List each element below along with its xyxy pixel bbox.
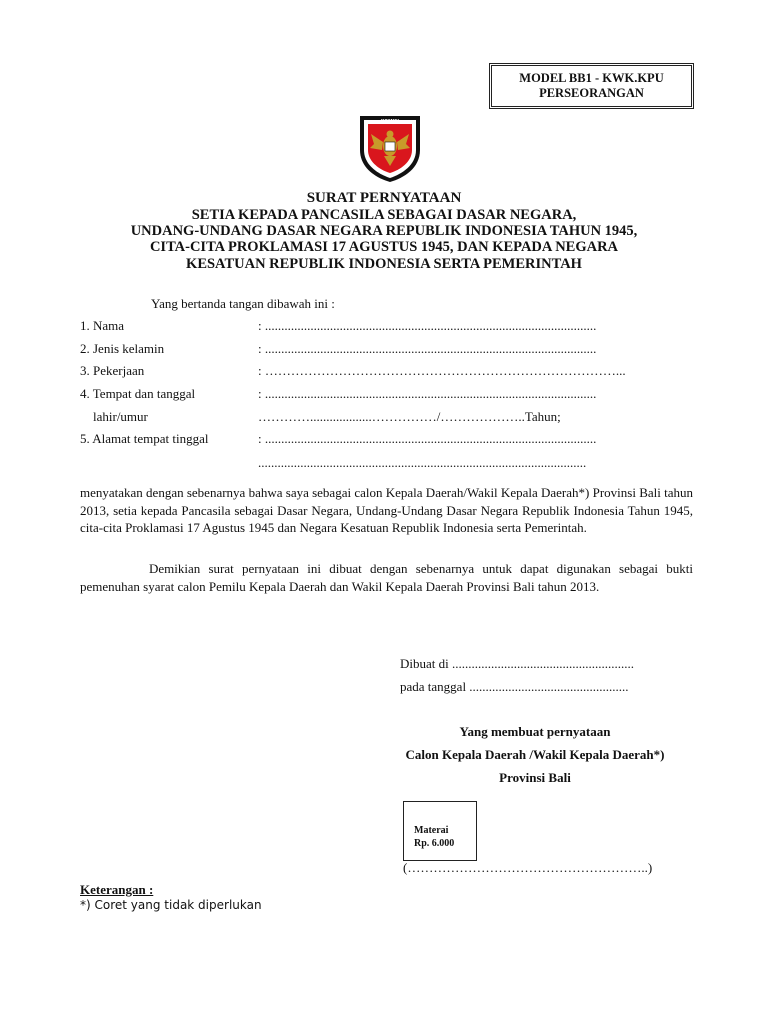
keterangan-note: *) Coret yang tidak diperlukan — [80, 898, 262, 912]
field-label-alamat: 5. Alamat tempat tinggal — [80, 431, 209, 446]
model-type: PERSEORANGAN — [539, 86, 644, 100]
field-label-jenis-kelamin: 2. Jenis kelamin — [80, 341, 165, 356]
title-line-3: UNDANG-UNDANG DASAR NEGARA REPUBLIK INDONESIA TAHUN 1945, — [130, 223, 638, 239]
materai-label: Materai — [414, 825, 449, 836]
field-label-nama: 1. Nama — [80, 318, 125, 333]
field-value-pekerjaan[interactable]: : ………………………………………………………………………... — [258, 363, 626, 378]
title-line-2: SETIA KEPADA PANCASILA SEBAGAI DASAR NEGARA, — [191, 207, 577, 223]
statement-paragraph: menyatakan dengan sebenarnya bahwa saya sebagai calon Kepala Daerah/Wakil Kepala Daerah*) Provinsi Bali tahun 2013, setia kepada Pancasila sebagai Dasar Negara, Undang-Undang Dasar Negara Republik Indonesia Tahun 1945, cita-cita Proklamasi 17 Agustus 1945 dan Negara Kesatuan Republik Indonesia serta Pemerintah. — [80, 485, 693, 535]
signature-heading-1: Yang membuat pernyataan — [459, 724, 611, 739]
dibuat-di[interactable]: Dibuat di ........................................................ — [400, 656, 634, 671]
title-line-4: CITA-CITA PROKLAMASI 17 AGUSTUS 1945, DAN KEPADA NEGARA — [149, 239, 619, 255]
field-value-alamat-line-2[interactable]: ..................................................................................................... — [258, 455, 587, 470]
keterangan-title: Keterangan : — [80, 882, 154, 897]
logo-text: KOMISI — [380, 119, 400, 125]
materai-box — [403, 801, 477, 861]
field-value-lahir-umur[interactable]: …………...................……………/………………..Tahun; — [258, 409, 561, 424]
closing-paragraph: Demikian surat pernyataan ini dibuat dengan sebenarnya untuk dapat digunakan sebagai bukti pemenuhan syarat calon Pemilu Kepala Daerah dan Wakil Kepala Daerah Provinsi Bali tahun 2013. — [80, 561, 693, 594]
model-box — [489, 63, 694, 109]
materai-amount: Rp. 6.000 — [414, 838, 455, 849]
model-code: MODEL BB1 - KWK.KPU — [519, 71, 664, 85]
title-line-1: SURAT PERNYATAAN — [306, 190, 462, 206]
field-label-lahir-umur: lahir/umur — [80, 409, 148, 424]
field-label-tempat-tanggal: 4. Tempat dan tanggal — [80, 386, 196, 401]
intro-text: Yang bertanda tangan dibawah ini : — [151, 296, 335, 311]
kpu-logo — [354, 112, 426, 184]
field-value-tempat-tanggal[interactable]: : ...................................................................................................... — [258, 386, 597, 401]
field-label-pekerjaan: 3. Pekerjaan — [80, 363, 145, 378]
field-value-alamat[interactable]: : ...................................................................................................... — [258, 431, 597, 446]
signature-heading-2: Calon Kepala Daerah /Wakil Kepala Daerah*) — [405, 747, 665, 762]
field-value-jenis-kelamin[interactable]: : ...................................................................................................... — [258, 341, 597, 356]
signature-name-line[interactable]: (………………………………………………..) — [403, 860, 653, 875]
pada-tanggal[interactable]: pada tanggal ................................................. — [400, 679, 629, 694]
field-value-nama[interactable]: : ...................................................................................................... — [258, 318, 597, 333]
signature-heading-3: Provinsi Bali — [499, 770, 571, 785]
title-line-5: KESATUAN REPUBLIK INDONESIA SERTA PEMERINTAH — [186, 256, 582, 272]
